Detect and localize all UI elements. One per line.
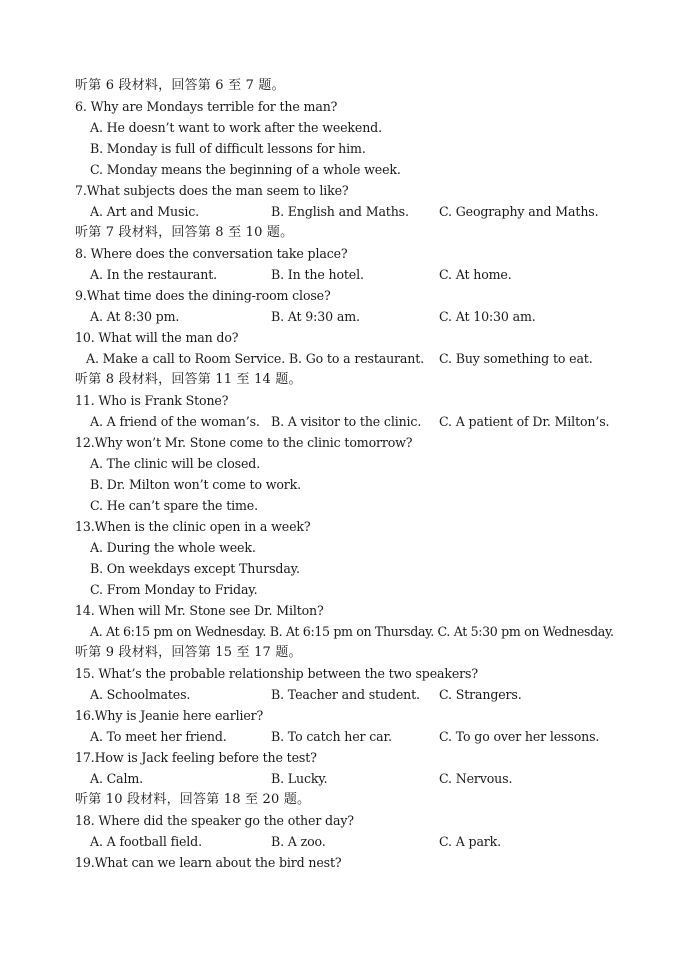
question-16: 16.Why is Jeanie here earlier?: [75, 708, 264, 723]
option-7c: C. Geography and Maths.: [439, 204, 599, 219]
question-17: 17.How is Jack feeling before the test?: [75, 750, 317, 765]
option-10c: C. Buy something to eat.: [439, 351, 593, 366]
option-17b: B. Lucky.: [271, 771, 328, 786]
question-19: 19.What can we learn about the bird nest?: [75, 855, 342, 870]
option-12b: B. Dr. Milton won’t come to work.: [90, 477, 301, 492]
option-17a: A. Calm.: [90, 771, 144, 786]
question-9: 9.What time does the dining-room close?: [75, 288, 331, 303]
option-7a: A. Art and Music.: [90, 204, 199, 219]
option-14abc: A. At 6:15 pm on Wednesday. B. At 6:15 pm on Thursday. C. At 5:30 pm on Wednesday.: [90, 624, 614, 639]
option-10ab: A. Make a call to Room Service. B. Go to a restaurant.: [86, 351, 425, 366]
option-12c: C. He can’t spare the time.: [90, 498, 258, 513]
option-11c: C. A patient of Dr. Milton’s.: [439, 414, 610, 429]
option-18c: C. A park.: [439, 834, 502, 849]
option-8a: A. In the restaurant.: [90, 267, 217, 282]
question-6: 6. Why are Mondays terrible for the man?: [75, 99, 338, 114]
option-15c: C. Strangers.: [439, 687, 522, 702]
option-16c: C. To go over her lessons.: [439, 729, 600, 744]
question-7: 7.What subjects does the man seem to like?: [75, 183, 349, 198]
question-10: 10. What will the man do?: [75, 330, 239, 345]
question-13: 13.When is the clinic open in a week?: [75, 519, 311, 534]
option-13b: B. On weekdays except Thursday.: [90, 561, 300, 576]
question-11: 11. Who is Frank Stone?: [75, 393, 229, 408]
question-18: 18. Where did the speaker go the other day?: [75, 813, 354, 828]
section-heading: 听第 6 段材料，回答第 6 至 7 题。: [75, 78, 285, 93]
option-16a: A. To meet her friend.: [90, 729, 227, 744]
question-14: 14. When will Mr. Stone see Dr. Milton?: [75, 603, 324, 618]
option-18a: A. A football field.: [90, 834, 202, 849]
option-11a: A. A friend of the woman’s.: [90, 414, 260, 429]
option-18b: B. A zoo.: [271, 834, 326, 849]
option-7b: B. English and Maths.: [271, 204, 409, 219]
option-6c: C. Monday means the beginning of a whole week.: [90, 162, 401, 177]
option-17c: C. Nervous.: [439, 771, 513, 786]
question-15: 15. What’s the probable relationship between the two speakers?: [75, 666, 478, 681]
option-6b: B. Monday is full of difficult lessons for him.: [90, 141, 366, 156]
question-12: 12.Why won’t Mr. Stone come to the clinic tomorrow?: [75, 435, 413, 450]
option-15a: A. Schoolmates.: [90, 687, 191, 702]
option-12a: A. The clinic will be closed.: [90, 456, 261, 471]
section-heading: 听第 9 段材料，回答第 15 至 17 题。: [75, 645, 302, 660]
option-9c: C. At 10:30 am.: [439, 309, 536, 324]
option-9b: B. At 9:30 am.: [271, 309, 360, 324]
section-heading: 听第 8 段材料，回答第 11 至 14 题。: [75, 372, 302, 387]
option-16b: B. To catch her car.: [271, 729, 392, 744]
option-13c: C. From Monday to Friday.: [90, 582, 258, 597]
question-8: 8. Where does the conversation take place?: [75, 246, 348, 261]
option-8b: B. In the hotel.: [271, 267, 364, 282]
option-13a: A. During the whole week.: [90, 540, 256, 555]
option-6a: A. He doesn’t want to work after the weekend.: [90, 120, 382, 135]
section-heading: 听第 10 段材料，回答第 18 至 20 题。: [75, 792, 311, 807]
option-15b: B. Teacher and student.: [271, 687, 420, 702]
option-8c: C. At home.: [439, 267, 512, 282]
option-9a: A. At 8:30 pm.: [90, 309, 180, 324]
section-heading: 听第 7 段材料，回答第 8 至 10 题。: [75, 225, 294, 240]
option-11b: B. A visitor to the clinic.: [271, 414, 422, 429]
